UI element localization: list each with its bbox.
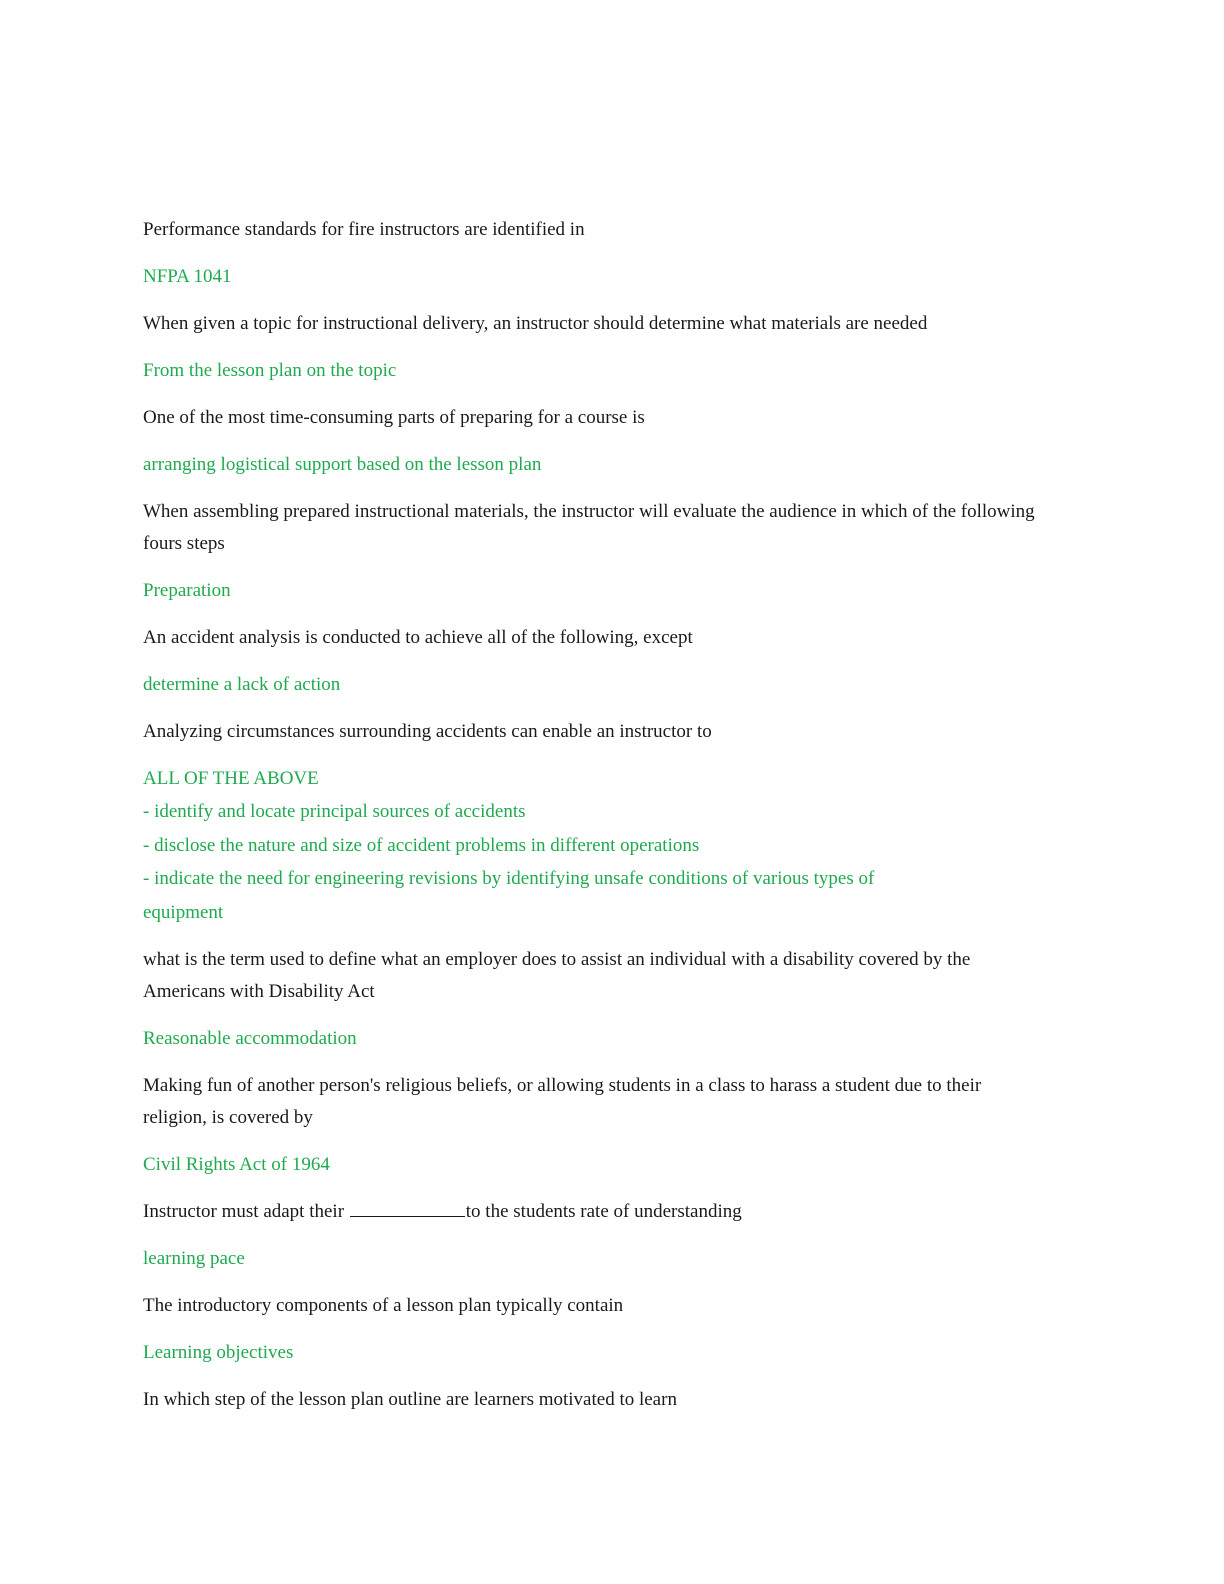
answer-6-option-3: - indicate the need for engineering revisions by identifying unsafe conditions of various types of equipment <box>143 868 875 923</box>
answer-4: Preparation <box>143 580 231 601</box>
question-3: One of the most time-consuming parts of preparing for a course is <box>143 407 645 428</box>
answer-7: Reasonable accommodation <box>143 1028 357 1049</box>
question-8: Making fun of another person's religious beliefs, or allowing students in a class to harass a student due to their religion, is covered by <box>143 1075 982 1128</box>
answer-2: From the lesson plan on the topic <box>143 360 397 381</box>
question-9 <box>143 1196 1043 1228</box>
question-6: Analyzing circumstances surrounding accidents can enable an instructor to <box>143 721 712 742</box>
question-11: In which step of the lesson plan outline are learners motivated to learn <box>143 1389 677 1410</box>
answer-9: learning pace <box>143 1248 245 1269</box>
question-5: An accident analysis is conducted to achieve all of the following, except <box>143 627 693 648</box>
question-9-after: to the students rate of understanding <box>465 1201 742 1222</box>
answer-6-option-2: - disclose the nature and size of accident problems in different operations <box>143 834 700 856</box>
question-9-before: Instructor must adapt their <box>143 1201 345 1222</box>
answer-1: NFPA 1041 <box>143 266 232 287</box>
answer-10: Learning objectives <box>143 1342 294 1363</box>
fill-in-blank <box>350 1216 465 1217</box>
answer-8: Civil Rights Act of 1964 <box>143 1154 330 1175</box>
question-2: When given a topic for instructional delivery, an instructor should determine what materials are needed <box>143 313 928 334</box>
answer-5: determine a lack of action <box>143 674 341 695</box>
answer-6 <box>143 763 1043 929</box>
question-10: The introductory components of a lesson plan typically contain <box>143 1295 624 1316</box>
question-4: When assembling prepared instructional materials, the instructor will evaluate the audience in which of the following fours steps <box>143 501 1035 554</box>
answer-3: arranging logistical support based on the lesson plan <box>143 454 542 475</box>
question-1: Performance standards for fire instructors are identified in <box>143 219 585 240</box>
flashcard-document <box>143 214 1043 1431</box>
answer-6-option-1: - identify and locate principal sources of accidents <box>143 801 526 822</box>
question-7: what is the term used to define what an employer does to assist an individual with a disability covered by the Americans with Disability Act <box>143 949 971 1002</box>
answer-6-heading: ALL OF THE ABOVE <box>143 768 319 789</box>
